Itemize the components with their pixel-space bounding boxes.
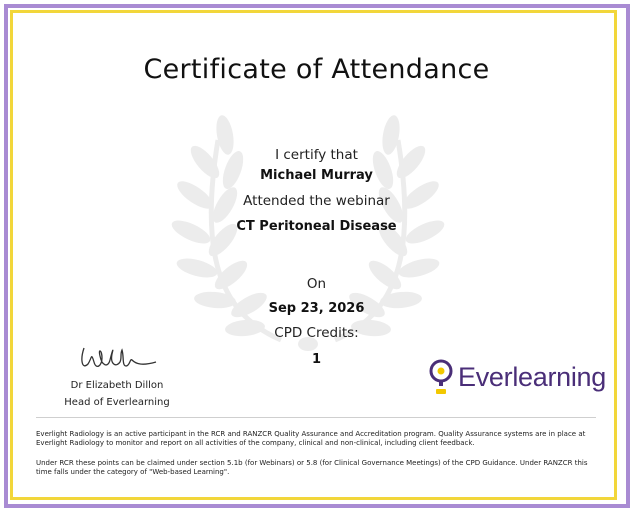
logo-text: Everlearning — [458, 361, 606, 392]
signatory-role: Head of Everlearning — [64, 397, 170, 408]
everlearning-logo — [428, 357, 606, 397]
cpd-credits-value: 1 — [311, 352, 322, 367]
signature-image — [58, 340, 178, 376]
attended-text: Attended the webinar — [243, 193, 390, 209]
signatory-name: Dr Elizabeth Dillon — [70, 380, 164, 391]
lightbulb-icon — [428, 358, 454, 396]
footer-paragraph-quality: Everlight Radiology is an active participant in the RCR and RANZCR Quality Assurance and Accreditation program. Quality Assurance systems are in place at Everlight Radiology to monitor and report on all activities of the company, clinical and non-clinical, including client feedback. — [36, 430, 586, 447]
on-label: On — [306, 276, 327, 292]
certificate-title: Certificate of Attendance — [143, 54, 490, 85]
attendance-date: Sep 23, 2026 — [268, 301, 365, 316]
footer-paragraph-cpd: Under RCR these points can be claimed under section 5.1b (for Webinars) or 5.8 (for Clinical Governance Meetings) of the CPD Guidance. Under RANZCR this time falls under the category of "Web-based Learning". — [36, 459, 588, 476]
webinar-title: CT Peritoneal Disease — [236, 219, 397, 234]
certify-text: I certify that — [275, 147, 358, 163]
footer-divider — [36, 417, 596, 418]
cpd-credits-label: CPD Credits: — [274, 325, 359, 341]
attendee-name: Michael Murray — [260, 168, 373, 183]
